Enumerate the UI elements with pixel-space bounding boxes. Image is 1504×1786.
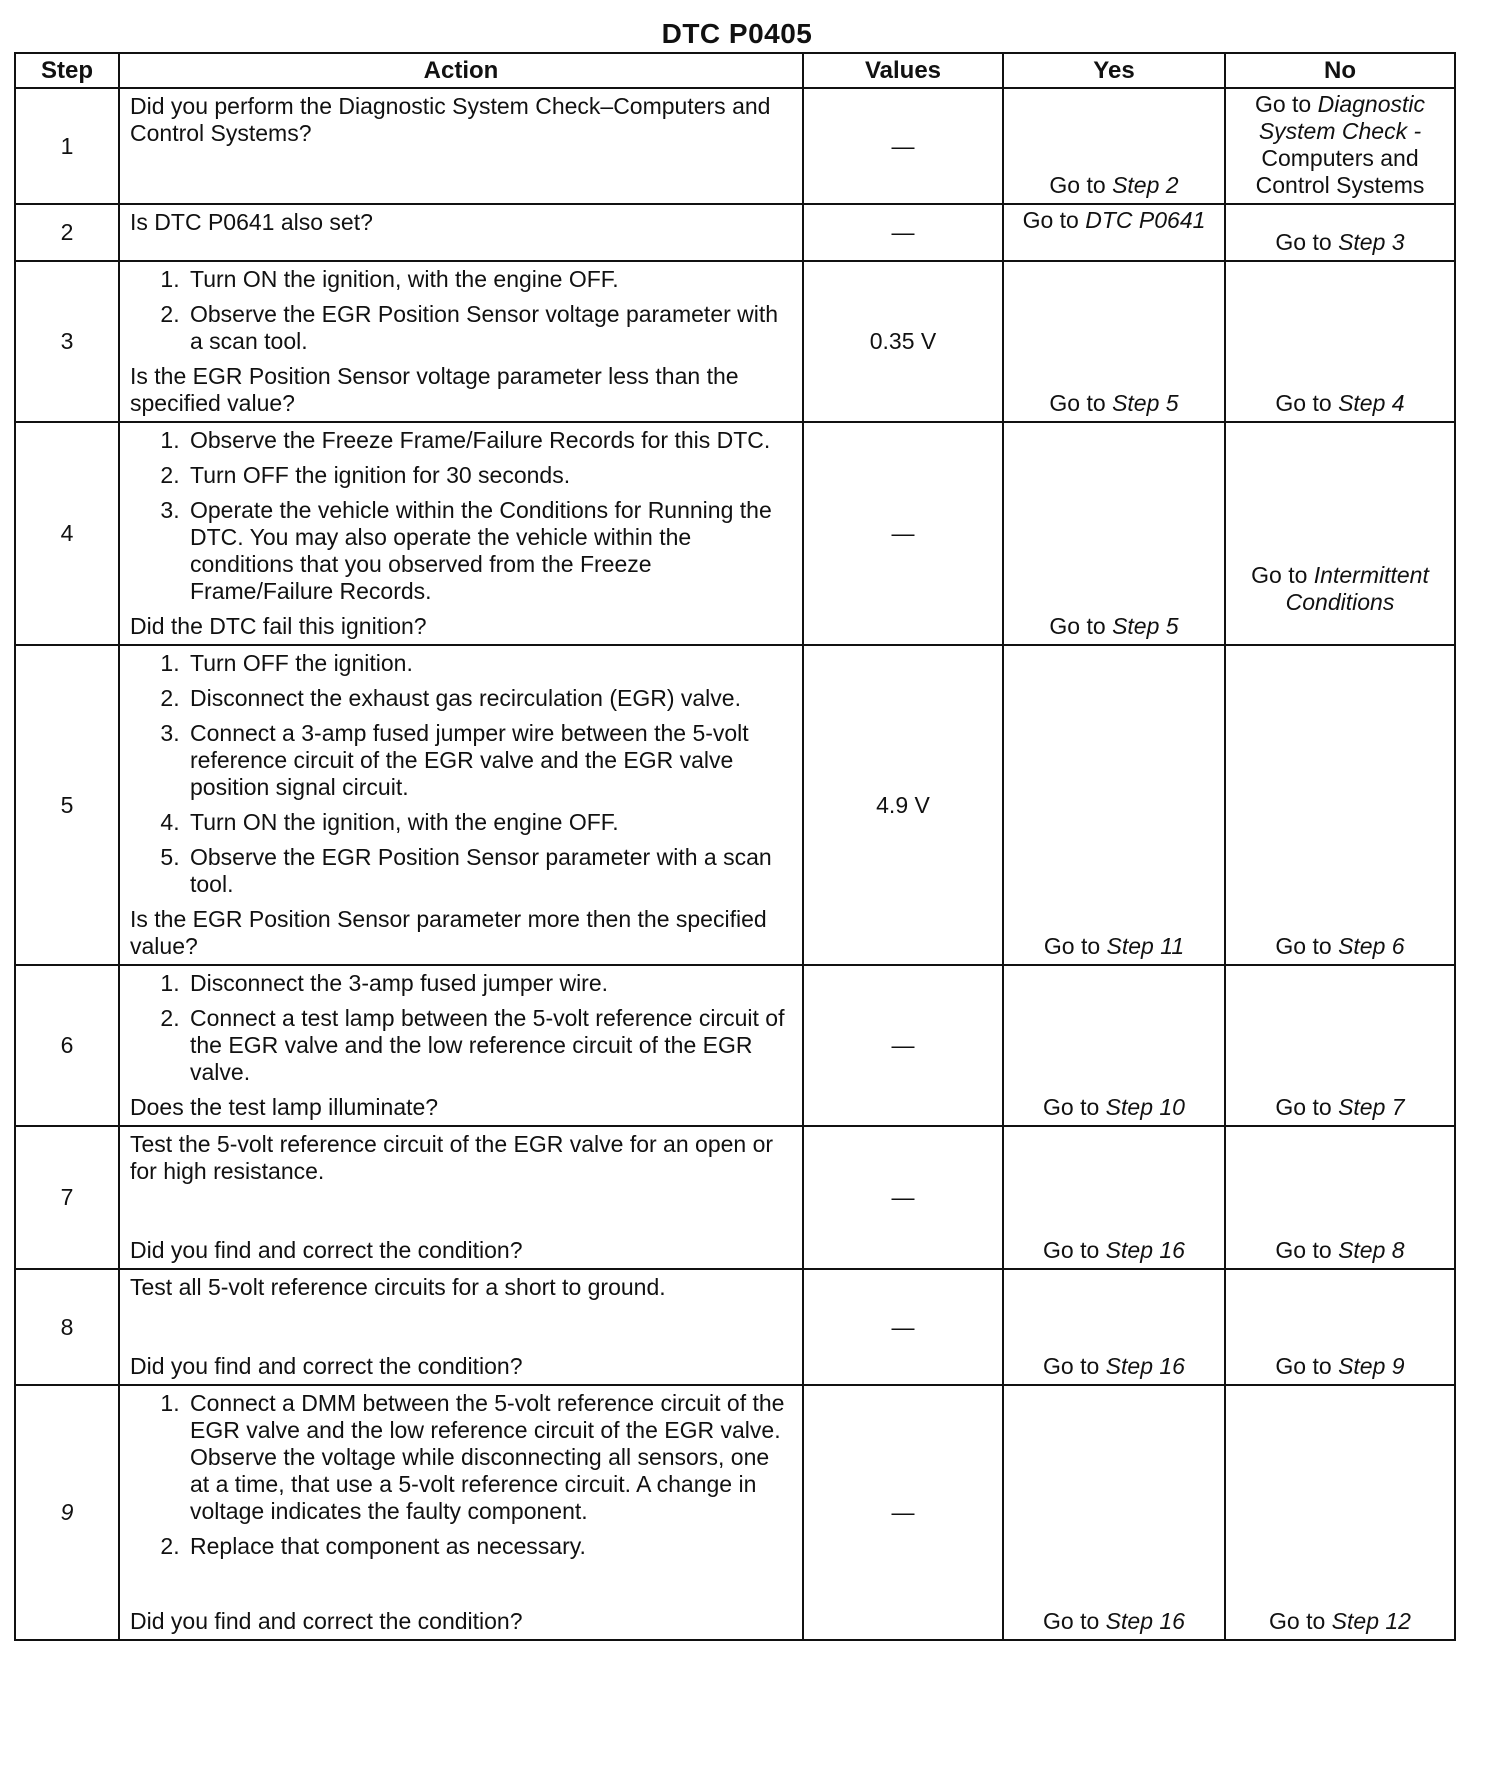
step-number: 3 [15, 261, 119, 422]
action-step: 4. Turn ON the ignition, with the engine OFF. [186, 809, 794, 836]
goto-prefix: Go to [1043, 1353, 1106, 1379]
goto-prefix: Go to [1275, 1353, 1339, 1379]
goto-link[interactable]: Step 4 [1338, 390, 1405, 416]
goto-link[interactable]: Step 10 [1105, 1094, 1185, 1120]
action-step: 2. Observe the EGR Position Sensor voltage parameter with a scan tool. [186, 301, 794, 355]
action-step: 1. Connect a DMM between the 5-volt reference circuit of the EGR valve and the low reference circuit of the EGR valve. Observe the voltage while disconnecting all sensors, one at a time, that use a 5-volt reference circuit. A change in voltage indicates the faulty component. [186, 1390, 794, 1525]
action-step: 1. Turn OFF the ignition. [186, 650, 794, 677]
goto-suffix: Computers and Control Systems [1255, 145, 1425, 198]
action-question: Is DTC P0641 also set? [130, 209, 373, 235]
table-row [15, 645, 1455, 965]
action-step: 5. Observe the EGR Position Sensor parameter with a scan tool. [186, 844, 794, 898]
step-number: 7 [15, 1126, 119, 1269]
action-step: 1. Disconnect the 3-amp fused jumper wire. [186, 970, 794, 997]
header-step: Step [15, 53, 119, 88]
yes-cell [1003, 88, 1225, 204]
action-cell [119, 88, 803, 204]
header-action: Action [119, 53, 803, 88]
no-cell [1225, 1385, 1455, 1640]
value-cell: — [803, 88, 1003, 204]
action-cell [119, 204, 803, 261]
goto-prefix: Go to [1049, 613, 1113, 639]
step-number: 6 [15, 965, 119, 1126]
value-cell: — [803, 1126, 1003, 1269]
action-step: 1. Observe the Freeze Frame/Failure Records for this DTC. [186, 427, 794, 454]
yes-cell [1003, 965, 1225, 1126]
goto-prefix: Go to [1049, 390, 1113, 416]
value-cell: 0.35 V [803, 261, 1003, 422]
goto-prefix: Go to [1269, 1608, 1332, 1634]
table-row [15, 1126, 1455, 1269]
goto-link[interactable]: Step 5 [1112, 613, 1179, 639]
step-number: 1 [15, 88, 119, 204]
action-cell [119, 422, 803, 645]
goto-prefix: Go to [1043, 1094, 1106, 1120]
goto-link[interactable]: Step 7 [1338, 1094, 1405, 1120]
goto-prefix: Go to [1275, 1094, 1339, 1120]
action-step: 2. Replace that component as necessary. [186, 1533, 794, 1560]
goto-link[interactable]: Step 16 [1105, 1237, 1185, 1263]
page-title: DTC P0405 [661, 18, 813, 49]
no-cell [1225, 1126, 1455, 1269]
value-cell: — [803, 422, 1003, 645]
action-cell [119, 1269, 803, 1385]
yes-cell [1003, 1385, 1225, 1640]
action-steps [130, 1390, 794, 1560]
goto-link[interactable]: Step 16 [1105, 1353, 1185, 1379]
goto-link[interactable]: Step 3 [1338, 229, 1405, 255]
goto-link[interactable]: Step 6 [1338, 933, 1405, 959]
value-cell: — [803, 965, 1003, 1126]
table-row [15, 965, 1455, 1126]
table-row [15, 422, 1455, 645]
action-question: Did you perform the Diagnostic System Check–Computers and Control Systems? [130, 93, 771, 146]
action-step: 2. Connect a test lamp between the 5-volt reference circuit of the EGR valve and the low reference circuit of the EGR valve. [186, 1005, 794, 1086]
table-row [15, 261, 1455, 422]
table-row [15, 1269, 1455, 1385]
goto-prefix: Go to [1275, 390, 1339, 416]
no-cell [1225, 204, 1455, 261]
value-cell: — [803, 204, 1003, 261]
action-step: 3. Connect a 3-amp fused jumper wire between the 5-volt reference circuit of the EGR valve and the EGR valve position signal circuit. [186, 720, 794, 801]
goto-prefix: Go to [1275, 1237, 1339, 1263]
action-question: Did you find and correct the condition? [130, 1608, 523, 1634]
action-spacer [130, 1568, 794, 1608]
header-yes: Yes [1003, 53, 1225, 88]
action-step: 1. Turn ON the ignition, with the engine OFF. [186, 266, 794, 293]
diagnostic-table [14, 52, 1456, 1641]
goto-link[interactable]: Step 2 [1112, 172, 1179, 198]
action-question: Is the EGR Position Sensor parameter more then the specified value? [130, 906, 767, 959]
yes-cell [1003, 261, 1225, 422]
goto-link[interactable]: Step 11 [1106, 933, 1185, 959]
action-question: Is the EGR Position Sensor voltage parameter less than the specified value? [130, 363, 739, 416]
yes-cell [1003, 645, 1225, 965]
table-row [15, 88, 1455, 204]
goto-link[interactable]: Step 12 [1331, 1608, 1411, 1634]
action-spacer [130, 1185, 794, 1237]
yes-cell [1003, 1269, 1225, 1385]
action-question: Did you find and correct the condition? [130, 1353, 523, 1379]
yes-cell [1003, 1126, 1225, 1269]
header-values: Values [803, 53, 1003, 88]
value-cell: 4.9 V [803, 645, 1003, 965]
action-step: 2. Turn OFF the ignition for 30 seconds. [186, 462, 794, 489]
action-steps [130, 970, 794, 1086]
action-steps [130, 650, 794, 898]
action-spacer [130, 1301, 794, 1353]
yes-cell [1003, 422, 1225, 645]
header-row [15, 53, 1455, 88]
action-cell [119, 1385, 803, 1640]
goto-link[interactable]: Step 9 [1338, 1353, 1405, 1379]
goto-prefix: Go to [1049, 172, 1113, 198]
action-step: 3. Operate the vehicle within the Conditions for Running the DTC. You may also operate the vehicle within the conditions that you observed from the Freeze Frame/Failure Records. [186, 497, 794, 605]
action-cell [119, 645, 803, 965]
goto-prefix: Go to [1275, 933, 1339, 959]
goto-prefix: Go to [1043, 1237, 1106, 1263]
goto-link[interactable]: Intermittent Conditions [1285, 562, 1429, 615]
table-row [15, 1385, 1455, 1640]
action-lead: Test the 5-volt reference circuit of the EGR valve for an open or for high resistance. [130, 1131, 774, 1184]
step-number: 5 [15, 645, 119, 965]
no-cell [1225, 88, 1455, 204]
goto-prefix: Go to [1251, 562, 1314, 588]
goto-link[interactable]: Step 5 [1112, 390, 1179, 416]
no-cell [1225, 1269, 1455, 1385]
value-cell: — [803, 1269, 1003, 1385]
step-number: 4 [15, 422, 119, 645]
action-lead: Test all 5-volt reference circuits for a short to ground. [130, 1274, 666, 1300]
goto-link[interactable]: DTC P0641 [1085, 207, 1206, 233]
step-number: 9 [15, 1385, 119, 1640]
action-cell [119, 261, 803, 422]
goto-link[interactable]: Step 8 [1338, 1237, 1405, 1263]
no-cell [1225, 261, 1455, 422]
goto-link[interactable]: Step 16 [1105, 1608, 1185, 1634]
no-cell [1225, 965, 1455, 1126]
goto-prefix: Go to [1254, 91, 1318, 117]
goto-prefix: Go to [1275, 229, 1339, 255]
action-steps [130, 266, 794, 355]
step-number: 2 [15, 204, 119, 261]
action-steps [130, 427, 794, 605]
header-no: No [1225, 53, 1455, 88]
action-cell [119, 1126, 803, 1269]
goto-prefix: Go to [1043, 933, 1107, 959]
step-number: 8 [15, 1269, 119, 1385]
no-cell [1225, 422, 1455, 645]
action-cell [119, 965, 803, 1126]
action-step: 2. Disconnect the exhaust gas recirculation (EGR) valve. [186, 685, 794, 712]
yes-cell [1003, 204, 1225, 261]
action-question: Did the DTC fail this ignition? [130, 613, 427, 639]
action-question: Does the test lamp illuminate? [130, 1094, 439, 1120]
value-cell: — [803, 1385, 1003, 1640]
no-cell [1225, 645, 1455, 965]
goto-prefix: Go to [1022, 207, 1086, 233]
goto-prefix: Go to [1043, 1608, 1106, 1634]
goto-link[interactable]: Diagnostic System Check - [1258, 91, 1426, 144]
table-row [15, 204, 1455, 261]
action-question: Did you find and correct the condition? [130, 1237, 523, 1263]
